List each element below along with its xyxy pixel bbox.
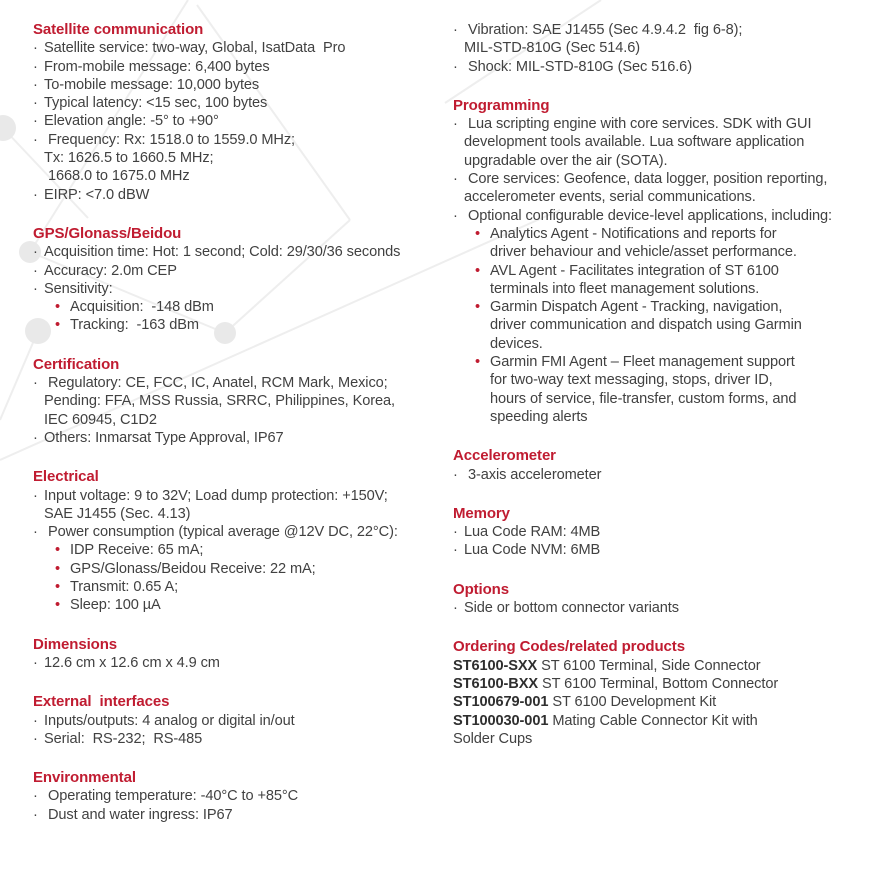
spec-line <box>33 411 448 429</box>
bullet-icon: · <box>33 76 38 93</box>
bullet-icon: · <box>33 712 38 729</box>
bullet-icon: · <box>33 654 38 671</box>
spec-section <box>33 468 448 614</box>
spec-text: Accuracy: 2.0m CEP <box>44 262 177 279</box>
spec-line <box>453 170 890 188</box>
spec-text: devices. <box>490 335 543 352</box>
spec-line <box>453 298 890 316</box>
spec-line <box>33 76 448 94</box>
bullet-icon: · <box>33 40 38 57</box>
bullet-icon: · <box>33 186 38 203</box>
spec-text: Lua scripting engine with core services. SDK with GUI <box>464 116 812 133</box>
spec-line <box>453 262 890 280</box>
spec-text: To-mobile message: 10,000 bytes <box>44 76 260 93</box>
section-title: Certification <box>33 355 120 373</box>
spec-text: Analytics Agent - Notifications and reports for <box>490 225 777 242</box>
spec-text: speeding alerts <box>490 408 588 425</box>
sub-bullet-icon: • <box>55 560 61 577</box>
spec-text: terminals into fleet management solutions. <box>490 280 760 297</box>
sub-bullet-icon: • <box>475 299 481 316</box>
spec-text: IEC 60945, C1D2 <box>44 411 157 428</box>
bullet-icon: · <box>453 171 458 188</box>
bullet-icon: · <box>33 280 38 297</box>
spec-line <box>453 541 890 559</box>
spec-line <box>453 115 890 133</box>
section-title: Programming <box>453 96 550 114</box>
bullet-icon: · <box>33 375 38 392</box>
product-code: ST100679-001 <box>453 694 549 711</box>
spec-line <box>33 541 448 559</box>
spec-text: driver behaviour and vehicle/asset performance. <box>490 244 797 261</box>
bullet-icon: · <box>453 600 458 617</box>
spec-text: Dust and water ingress: IP67 <box>44 806 233 823</box>
bullet-icon: · <box>33 730 38 747</box>
section-title: Accelerometer <box>453 447 556 465</box>
spec-text: ST 6100 Terminal, Side Connector <box>537 657 761 674</box>
spec-line <box>33 730 448 748</box>
section-title: Dimensions <box>33 635 118 653</box>
spec-line <box>33 712 448 730</box>
bullet-icon: · <box>453 524 458 541</box>
spec-section <box>453 581 890 618</box>
spec-line <box>33 487 448 505</box>
spec-line <box>453 335 890 353</box>
spec-text: Acquisition time: Hot: 1 second; Cold: 29/30/36 seconds <box>44 244 401 261</box>
bullet-icon: · <box>33 95 38 112</box>
sub-bullet-icon: • <box>55 317 61 334</box>
spec-text: Side or bottom connector variants <box>464 600 679 617</box>
spec-line <box>33 280 448 298</box>
spec-line <box>33 112 448 130</box>
sub-bullet-icon: • <box>475 354 481 371</box>
spec-line <box>453 243 890 261</box>
left-column <box>33 21 448 845</box>
spec-line <box>33 149 448 167</box>
spec-text: for two-way text messaging, stops, driver ID, <box>490 372 773 389</box>
spec-line <box>453 730 890 748</box>
spec-line <box>453 133 890 151</box>
spec-text: Pending: FFA, MSS Russia, SRRC, Philippines, Korea, <box>44 393 395 410</box>
spec-line <box>453 693 890 711</box>
spec-text: Transmit: 0.65 A; <box>70 579 179 596</box>
spec-text: 12.6 cm x 12.6 cm x 4.9 cm <box>44 654 220 671</box>
spec-line <box>33 654 448 672</box>
spec-line <box>33 186 448 204</box>
bullet-icon: · <box>33 524 38 541</box>
spec-text: Acquisition: -148 dBm <box>70 299 214 316</box>
bullet-icon: · <box>33 113 38 130</box>
product-code: ST6100-BXX <box>453 675 538 692</box>
spec-text: Regulatory: CE, FCC, IC, Anatel, RCM Mark, Mexico; <box>44 375 388 392</box>
bullet-icon: · <box>453 116 458 133</box>
spec-line <box>453 408 890 426</box>
spec-text: Optional configurable device-level applications, including: <box>464 207 832 224</box>
spec-line <box>453 675 890 693</box>
spec-line <box>453 466 890 484</box>
product-code: ST100030-001 <box>453 712 549 729</box>
spec-line <box>453 316 890 334</box>
spec-text: Satellite service: two-way, Global, IsatData Pro <box>44 40 346 57</box>
spec-section <box>453 638 890 748</box>
spec-text: Solder Cups <box>453 730 533 747</box>
spec-line <box>453 152 890 170</box>
spec-line <box>453 225 890 243</box>
section-title: Environmental <box>33 769 136 787</box>
spec-line <box>453 371 890 389</box>
spec-text: Power consumption (typical average @12V DC, 22°C): <box>44 524 398 541</box>
spec-text: EIRP: <7.0 dBW <box>44 186 150 203</box>
spec-text: Input voltage: 9 to 32V; Load dump protection: +150V; <box>44 487 388 504</box>
sub-bullet-icon: • <box>475 262 481 279</box>
spec-text: accelerometer events, serial communications. <box>464 189 756 206</box>
spec-text: Others: Inmarsat Type Approval, IP67 <box>44 429 284 446</box>
spec-text: Inputs/outputs: 4 analog or digital in/out <box>44 712 295 729</box>
spec-line <box>33 392 448 410</box>
spec-line <box>453 21 890 39</box>
section-title: Satellite communication <box>33 21 204 38</box>
spec-line <box>453 599 890 617</box>
spec-text: ST 6100 Development Kit <box>548 694 717 711</box>
bullet-icon: · <box>33 131 38 148</box>
spec-line <box>33 787 448 805</box>
spec-text: Tracking: -163 dBm <box>70 317 199 334</box>
spec-line <box>453 353 890 371</box>
spec-line <box>453 390 890 408</box>
bullet-icon: · <box>33 788 38 805</box>
spec-line <box>33 806 448 824</box>
spec-text: Mating Cable Connector Kit with <box>548 712 758 729</box>
spec-line <box>33 505 448 523</box>
section-title: Options <box>453 580 509 598</box>
bullet-icon: · <box>453 466 458 483</box>
spec-line <box>33 243 448 261</box>
spec-section <box>453 447 890 484</box>
spec-text: Frequency: Rx: 1518.0 to 1559.0 MHz; <box>44 131 296 148</box>
spec-line <box>33 167 448 185</box>
spec-text: SAE J1455 (Sec. 4.13) <box>44 505 191 522</box>
spec-text: AVL Agent - Facilitates integration of ST 6100 <box>490 262 779 279</box>
spec-text: IDP Receive: 65 mA; <box>70 542 204 559</box>
spec-line <box>33 374 448 392</box>
product-code: ST6100-SXX <box>453 657 538 674</box>
spec-text: Shock: MIL-STD-810G (Sec 516.6) <box>464 58 692 75</box>
spec-text: Lua Code NVM: 6MB <box>464 542 601 559</box>
spec-section <box>33 693 448 748</box>
spec-line <box>33 429 448 447</box>
section-title: Ordering Codes/related products <box>453 638 685 656</box>
section-title: GPS/Glonass/Beidou <box>33 224 182 242</box>
spec-text: Core services: Geofence, data logger, position reporting, <box>464 171 828 188</box>
spec-line <box>33 262 448 280</box>
spec-text: Vibration: SAE J1455 (Sec 4.9.4.2 fig 6-8); <box>464 22 743 38</box>
bullet-icon: · <box>33 487 38 504</box>
sub-bullet-icon: • <box>55 542 61 559</box>
spec-line <box>33 523 448 541</box>
spec-section <box>453 21 890 76</box>
spec-section <box>453 97 890 426</box>
bullet-icon: · <box>33 58 38 75</box>
spec-text: driver communication and dispatch using Garmin <box>490 317 802 334</box>
spec-line <box>33 316 448 334</box>
spec-line <box>33 578 448 596</box>
bullet-icon: · <box>33 806 38 823</box>
bullet-icon: · <box>33 429 38 446</box>
bullet-icon: · <box>453 58 458 75</box>
spec-text: Garmin Dispatch Agent - Tracking, navigation, <box>490 299 783 316</box>
spec-line <box>453 523 890 541</box>
section-title: Memory <box>453 504 510 522</box>
sub-bullet-icon: • <box>475 225 481 242</box>
spec-text: Operating temperature: -40°C to +85°C <box>44 788 299 805</box>
spec-text: Elevation angle: -5° to +90° <box>44 113 219 130</box>
spec-line <box>33 94 448 112</box>
spec-line <box>33 596 448 614</box>
spec-line <box>453 280 890 298</box>
spec-line <box>33 560 448 578</box>
spec-section <box>33 356 448 447</box>
section-title: Electrical <box>33 468 99 486</box>
right-column <box>453 21 890 769</box>
spec-line <box>453 58 890 76</box>
spec-section <box>453 505 890 560</box>
spec-line <box>453 39 890 57</box>
spec-line <box>33 58 448 76</box>
spec-text: Lua Code RAM: 4MB <box>464 524 601 541</box>
spec-section <box>33 769 448 824</box>
spec-text: development tools available. Lua software application <box>464 134 805 151</box>
spec-text: Sleep: 100 µA <box>70 597 161 614</box>
spec-line <box>453 657 890 675</box>
sub-bullet-icon: • <box>55 299 61 316</box>
spec-text: Garmin FMI Agent – Fleet management support <box>490 354 795 371</box>
bullet-icon: · <box>33 244 38 261</box>
spec-section <box>33 636 448 673</box>
spec-text: Serial: RS-232; RS-485 <box>44 730 203 747</box>
spec-text: MIL-STD-810G (Sec 514.6) <box>464 40 641 57</box>
spec-text: GPS/Glonass/Beidou Receive: 22 mA; <box>70 560 316 577</box>
spec-section <box>33 225 448 335</box>
spec-text: upgradable over the air (SOTA). <box>464 152 668 169</box>
spec-line <box>453 712 890 730</box>
spec-line <box>453 207 890 225</box>
spec-line <box>453 188 890 206</box>
section-title: External interfaces <box>33 693 170 711</box>
bullet-icon: · <box>453 542 458 559</box>
bullet-icon: · <box>453 207 458 224</box>
spec-line <box>33 298 448 316</box>
sub-bullet-icon: • <box>55 579 61 596</box>
spec-text: Tx: 1626.5 to 1660.5 MHz; <box>44 150 214 167</box>
spec-text: 3-axis accelerometer <box>464 466 602 483</box>
bullet-icon: · <box>33 262 38 279</box>
spec-line <box>33 39 448 57</box>
bullet-icon: · <box>453 22 458 38</box>
spec-text: From-mobile message: 6,400 bytes <box>44 58 270 75</box>
spec-text: hours of service, file-transfer, custom forms, and <box>490 390 797 407</box>
spec-text: ST 6100 Terminal, Bottom Connector <box>537 675 779 692</box>
spec-text: Sensitivity: <box>44 280 113 297</box>
spec-text: 1668.0 to 1675.0 MHz <box>44 168 190 185</box>
spec-text: Typical latency: <15 sec, 100 bytes <box>44 95 268 112</box>
spec-section <box>33 21 448 204</box>
spec-line <box>33 131 448 149</box>
sub-bullet-icon: • <box>55 597 61 614</box>
